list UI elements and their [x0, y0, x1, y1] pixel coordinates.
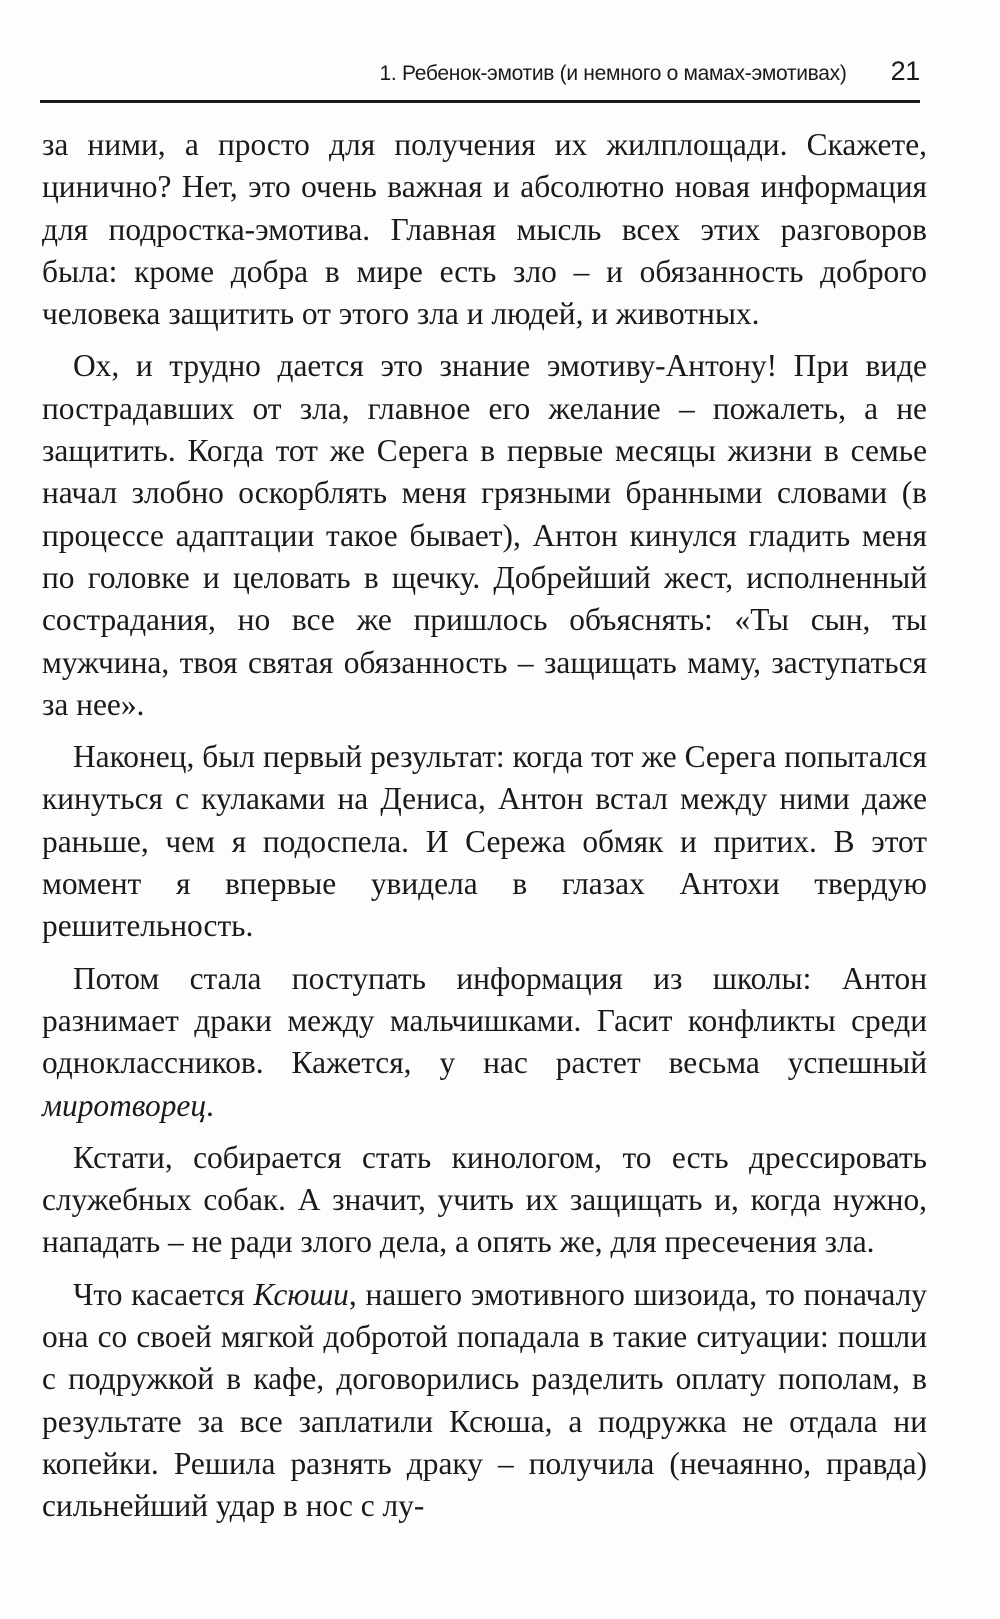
paragraph: [42, 958, 927, 1127]
italic-emphasis: Ксюши: [253, 1276, 349, 1312]
paragraph: Наконец, был первый результат: когда тот же Серега попытался кинуться с кулаками на Дениса, Антон встал между ними даже раньше, чем я подоспела. И Сережа обмяк и притих. В этот момент я впервые увидела в глазах Антохи твердую решительность.: [42, 739, 927, 944]
running-title: 1. Ребенок-эмотив (и немного о мамах-эмотивах): [379, 62, 847, 85]
paragraph: Ох, и трудно дается это знание эмотиву-Антону! При виде пострадавших от зла, главное его желание – пожалеть, а не защитить. Когда тот же Серега в первые месяцы жизни в семье начал злобно оскорблять меня грязными бранными словами (в процессе адаптации такое бывает), Антон кинулся гладить меня по головке и целовать в щечку. Добрейший жест, исполненный сострадания, но все же пришлось объяснять: «Ты сын, ты мужчина, твоя святая обязанность – защищать маму, заступаться за нее».: [42, 348, 927, 722]
header-rule: [40, 100, 920, 103]
italic-emphasis: миротворец: [42, 1087, 207, 1123]
page-header: [40, 56, 920, 94]
paragraph-text: Что касается: [73, 1276, 254, 1312]
body-text: [42, 124, 927, 1538]
paragraph: [42, 1274, 927, 1528]
paragraph-continuation: за ними, а просто для получения их жилплощади. Скажете, цинично? Нет, это очень важная и абсолютно новая информация для подростка-эмотива. Главная мысль всех этих разговоров была: кроме добра в мире есть зло – и обязанность доброго человека защитить от этого зла и людей, и животных.: [42, 127, 927, 332]
paragraph: Кстати, собирается стать кинологом, то есть дрессировать служебных собак. А значит, учить их защищать и, когда нужно, нападать – не ради злого дела, а опять же, для пресечения зла.: [42, 1139, 927, 1260]
paragraph-text: , нашего эмотивного шизоида, то поначалу она со своей мягкой добротой попадала в такие ситуации: пошли с подружкой в кафе, договорились разделить оплату пополам, в результате за все заплатили Ксюша, а подружка не отдала ни копейки. Решила разнять драку – получила (нечаянно, правда) сильнейший удар в нос с лу-: [42, 1276, 927, 1524]
paragraph-text: .: [206, 1087, 214, 1123]
page-number: 21: [890, 56, 920, 86]
paragraph-text: Потом стала поступать информация из школы: Антон разнимает драки между мальчишками. Гасит конфликты среди одноклассников. Кажется, у нас растет весьма успешный: [42, 960, 927, 1081]
